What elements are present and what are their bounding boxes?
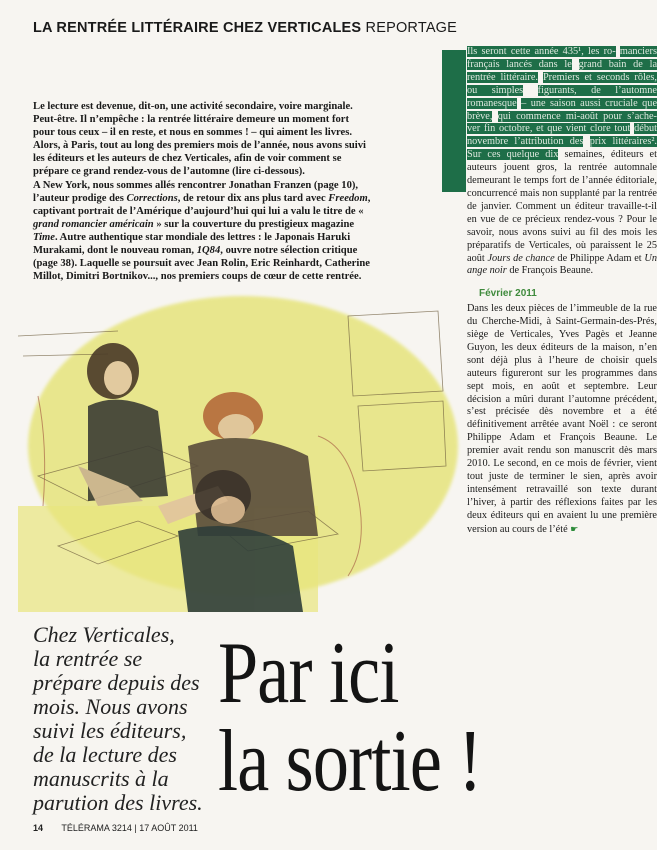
section-title: LA RENTRÉE LITTÉRAIRE CHEZ VERTICALES <box>33 20 362 36</box>
column-line: qui commence mi-août pour s’ache- <box>497 110 657 122</box>
column-paragraph-2: Dans les deux pièces de l’immeuble de la rue du Cherche-Midi, à Saint-Germain-des-Prés, siège de Verticales, Yves Pagès et Jeanne Guyon, les deux éditeurs de la maison, n’en sont déjà plus à l’heure de choisir quels auteurs figureront sur les programmes dans sept mois, en août et septembre. Leur décision a mûri durant l’automne précédent, s’est précisée dès novembre et a été définitivement arrêtée avant Noël : ce seront Philippe Adam et François Beaune. Le premier avait rendu son manuscrit dès mars 2010. Le second, en ce mois de février, vient tout juste de terminer le sien, après avoir intensément retravaillé son texte durant l’hiver, à partir des réflexions faites par les deux éditeurs qui en avaient lu une première version au cours de l’été ☛ <box>467 303 657 535</box>
column-line: Ils seront cette année 435¹, les ro- <box>467 46 616 57</box>
tagline-line: suivi les éditeurs, <box>33 718 187 743</box>
title-line-1: Par ici <box>218 625 399 722</box>
page-number: 14 <box>33 823 44 833</box>
continue-arrow-icon: ☛ <box>570 523 579 534</box>
section-label: REPORTAGE <box>365 20 458 36</box>
tagline-line: parution des livres. <box>33 790 203 815</box>
accent-bar <box>442 50 466 192</box>
page-title <box>218 625 562 810</box>
tagline-line: de la lecture des <box>33 742 177 767</box>
subhead-date: Février 2011 <box>479 288 537 300</box>
section-header <box>33 20 457 36</box>
tagline-line: manuscrits à la <box>33 766 169 791</box>
page-footer <box>33 823 198 833</box>
tagline-line: Chez Verticales, <box>33 622 175 647</box>
column-line: début novembre l’attribution des <box>467 123 657 148</box>
title-line-2: la sortie ! <box>218 713 482 810</box>
intro-text <box>33 100 373 283</box>
editors-illustration <box>18 296 448 612</box>
tagline-line: mois. Nous avons <box>33 694 188 719</box>
article-column <box>467 46 657 537</box>
issue-info: TÉLÉRAMA 3214 | 17 AOÛT 2011 <box>61 823 198 833</box>
column-line: – une saison aussi cruciale que brève, <box>467 97 657 122</box>
tagline <box>33 623 233 815</box>
column-paragraph-1: Ils seront cette année 435¹, les ro- manciers français lancés dans le grand bain de la rentrée littéraire. Premiers et seconds rôles, ou simples figurants, de l’automne romanesque – une saison aussi cruciale que brève, qui commence mi-août pour s’ache- ver fin octobre, et que vient clore tout début novembre l’attribution des prix littéraires². Sur ces quelque dix semaines, éditeurs et auteurs jouent gros, la rentrée automnale demeurant le temps fort de l’année éditoriale, concurrencé mais non supplanté par la rentrée de janvier. Comment un éditeur travaille-t-il en vue de ce précieux rendez-vous ? Pour le savoir, nous avons suivi au fil des mois les préparatifs de Verticales, où paraissent le 25 août Jours de chance de Philippe Adam et Un ange noir de François Beaune. <box>467 46 657 277</box>
column-line: ver fin octobre, et que vient clore tout <box>467 123 631 135</box>
column-line: figurants, de l’automne romanesque <box>467 84 657 109</box>
column-line: Premiers et seconds rôles, ou simples <box>467 71 657 96</box>
column-line: prix littéraires². Sur ces quelque dix <box>467 136 657 161</box>
column-line: manciers français lancés dans le <box>467 46 657 70</box>
column-line: grand bain de la rentrée littéraire. <box>467 58 657 83</box>
intro-paragraph-1: Le lecture est devenue, dit-on, une activité secondaire, voire marginale. Peut-être. Il n’empêche : la rentrée littéraire demeure un moment fort pour tous ceux – il en reste, et nous en sommes ! – qui aiment les livres. Alors, à Paris, tout au long des premiers mois de l’année, nous avons suivi les éditeurs et les auteurs de chez Verticales, afin de voir comment se prépare ce grand rendez-vous de l’automne (lire ci-dessous). <box>33 101 366 178</box>
tagline-line: la rentrée se <box>33 646 143 671</box>
intro-paragraph-2: A New York, nous sommes allés rencontrer Jonathan Franzen (page 10), l’auteur prodige des Corrections, de retour dix ans plus tard avec Freedom, captivant portrait de l’Amérique d’aujourd’hui qui lui a valu le titre de « grand romancier américain » sur la couverture du prestigieux magazine Time. Autre authentique star mondiale des lettres : le Japonais Haruki Murakami, dont le nouveau roman, 1Q84, ouvre notre sélection critique (page 38). Laquelle se poursuit avec Jean Rolin, Eric Reinhardt, Catherine Millot, Dimitri Bortnikov..., nos premiers coups de cœur de cette rentrée. <box>33 179 371 283</box>
tagline-line: prépare depuis des <box>33 670 200 695</box>
